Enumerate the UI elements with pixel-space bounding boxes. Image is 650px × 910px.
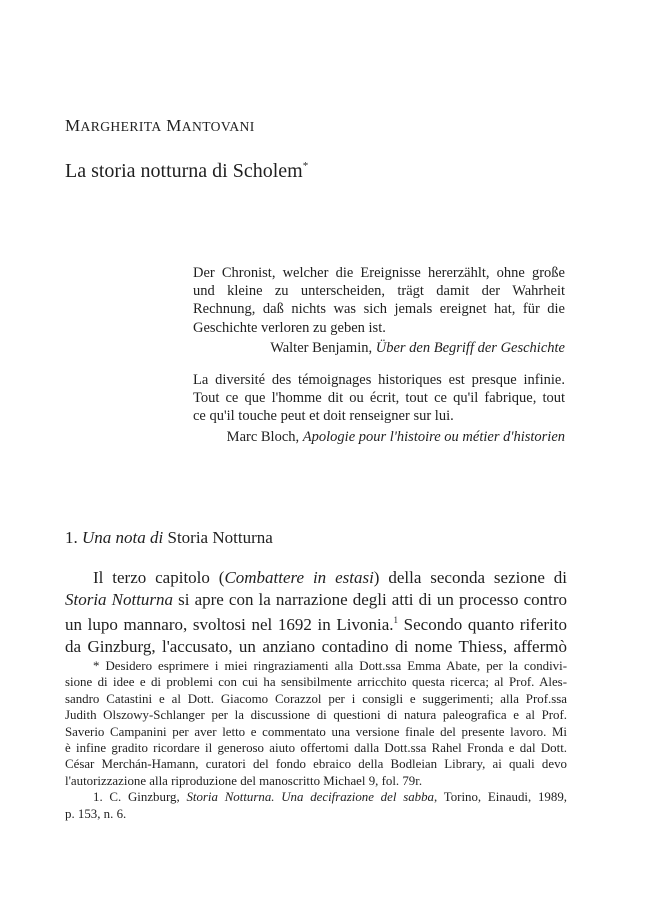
epigraph-work: Apologie pour l'histoire ou métier d'historien xyxy=(302,428,565,445)
author-last-initial: M xyxy=(166,116,182,135)
footnote-star-line: César Merchán-Hamann, curatori del fondo ebraico della Bodleian Library, ai quali devo xyxy=(65,757,567,772)
body-text-run: un lupo mannaro, svoltosi nel 1692 in Livonia. xyxy=(65,615,394,634)
title-text: La storia notturna di Scholem xyxy=(65,160,303,182)
author-last-rest: ANTOVANI xyxy=(181,119,255,134)
epigraph-attribution xyxy=(193,339,565,357)
footnote-star-line: * Desidero esprimere i miei ringraziamenti alla Dott.ssa Emma Abate, per la condivi- xyxy=(93,659,567,673)
body-line: da Ginzburg, l'accusato, un anziano contadino di nome Thiess, affermò xyxy=(65,636,567,656)
author-first-initial: M xyxy=(65,116,81,135)
footnote-star-line: sandro Catastini e al Dott. Giacomo Corazzol per i consigli e suggerimenti; alla Prof.ssa xyxy=(65,691,567,706)
title-footnote-mark[interactable]: * xyxy=(302,160,309,172)
section-heading xyxy=(65,528,273,548)
epigraph-author: Marc Bloch, xyxy=(226,428,303,445)
body-line xyxy=(65,567,567,589)
article-title xyxy=(65,160,308,183)
body-text-run: Il terzo capitolo ( xyxy=(93,568,225,587)
epigraph-author: Walter Benjamin, xyxy=(270,339,376,356)
epigraph-work: Über den Begriff der Geschichte xyxy=(375,339,565,356)
footnote-1-author: 1. C. Ginzburg, xyxy=(93,790,187,805)
epigraph-benjamin xyxy=(193,264,565,357)
body-paragraph xyxy=(65,567,567,657)
footnote-ref-1[interactable]: 1 xyxy=(393,615,399,625)
footnote-star-line: è infine gradito ricordare il generoso aiuto offertomi dalla Dott.ssa Rahel Fronda e dal Dott. xyxy=(65,741,567,756)
footnote-1 xyxy=(65,789,567,805)
epigraph-line: ce qu'il touche peut et doit renseigner sur lui. xyxy=(193,408,454,425)
epigraph-line: Tout ce que l'homme dit ou écrit, tout ce qu'il fabrique, tout xyxy=(193,390,565,407)
footnote-1-continuation: p. 153, n. 6. xyxy=(65,806,127,821)
body-italic-run: Combattere in estasi xyxy=(224,568,374,587)
footnote-1-publisher: , Torino, Einaudi, 1989, xyxy=(434,790,567,805)
body-text-run: si apre con la narrazione degli atti di un processo contro xyxy=(173,589,567,609)
section-heading-italic: Una nota di xyxy=(82,528,164,547)
epigraph-bloch xyxy=(193,371,565,446)
epigraph-line: Rechnung, daß nichts was sich jemals ereignet hat, für die xyxy=(193,301,565,318)
body-line xyxy=(65,589,567,611)
body-line xyxy=(65,610,567,636)
body-italic-run: Storia Notturna xyxy=(65,589,174,609)
footnote-star-line: l'autorizzazione alla riproduzione del manoscritto Michael 9, fol. 79r. xyxy=(65,773,423,788)
author-name xyxy=(65,116,255,136)
section-number: 1. xyxy=(65,528,82,547)
author-first-rest: ARGHERITA xyxy=(80,119,162,134)
epigraph-line: Der Chronist, welcher die Ereignisse hererzählt, ohne große xyxy=(193,265,565,281)
footnotes xyxy=(65,658,567,822)
body-text-run: ) della seconda sezione di xyxy=(373,568,567,587)
body-text-run: Secondo quanto riferito xyxy=(398,615,567,634)
epigraph-line: La diversité des témoignages historiques est presque infinie. xyxy=(193,372,565,388)
epigraph-line: Geschichte verloren zu geben ist. xyxy=(193,319,386,336)
footnote-star-line: Judith Olszowy-Schlanger per la discussione di questioni di natura paleografica e al Prof. xyxy=(65,708,567,723)
footnote-star-line: Saverio Campanini per aver letto e commentato una versione finale del presente lavoro. Mi xyxy=(65,724,567,739)
epigraph-attribution xyxy=(193,428,565,446)
section-heading-rest: Storia Notturna xyxy=(163,528,273,547)
footnote-1-title: Storia Notturna. Una decifrazione del sabba xyxy=(186,790,434,805)
footnote-star-line: sione di idee e di problemi con cui ha sensibilmente arricchito questa ricerca; al Prof. Ales- xyxy=(65,675,567,690)
epigraph-line: und kleine zu unterscheiden, trägt damit der Wahrheit xyxy=(193,283,565,300)
